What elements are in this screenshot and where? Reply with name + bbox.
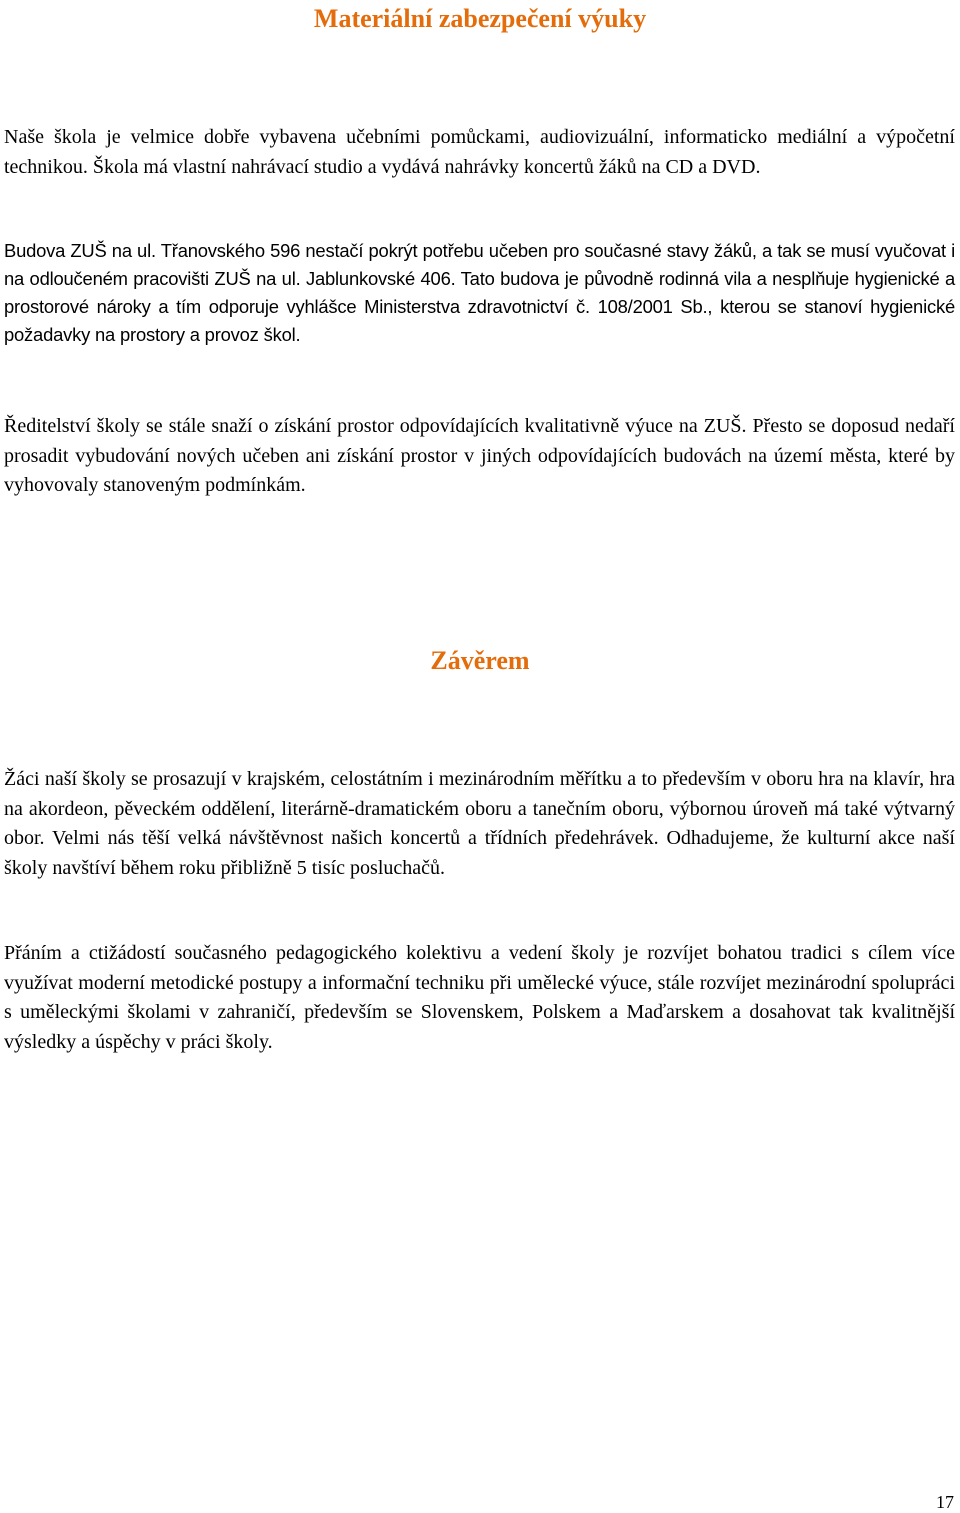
- section-heading-materialni-zabezpeceni: Materiální zabezpečení výuky: [313, 4, 647, 33]
- page-number: 17: [936, 1492, 954, 1512]
- paragraph-prani: Přáním a ctižádostí současného pedagogického kolektivu a vedení školy je rozvíjet bohatou tradici s cílem více využívat moderní metodické postupy a informační techniku při umělecké výuce, stále rozvíjet mezinárodní spolupráci s uměleckými školami v zahraničí, především se Slovenskem, Polskem a Maďarskem a dosahovat tak kvalitnější výsledky a úspěchy v práci školy.: [4, 942, 955, 1053]
- paragraph-vybaveni: Naše škola je velmice dobře vybavena učebními pomůckami, audiovizuální, informaticko mediální a výpočetní technikou. Škola má vlastní nahrávací studio a vydává nahrávky koncertů žáků na CD a DVD.: [4, 126, 955, 178]
- paragraph-budova: Budova ZUŠ na ul. Třanovského 596 nestačí pokrýt potřebu učeben pro současné stavy žáků, a tak se musí vyučovat i na odloučeném pracovišti ZUŠ na ul. Jablunkovské 406. Tato budova je původně rodinná vila a nesplňuje hygienické a prostorové nároky a tím odporuje vyhlášce Ministerstva zdravotnictví č. 108/2001 Sb., kterou se stanoví hygienické požadavky na prostory a provoz škol.: [4, 240, 955, 345]
- section-heading-zaverem: Závěrem: [430, 646, 530, 675]
- paragraph-uspechy-zaku: Žáci naší školy se prosazují v krajském, celostátním i mezinárodním měřítku a to především v oboru hra na klavír, hra na akordeon, pěveckém oddělení, literárně-dramatickém oboru a tanečním oboru, výbornou úroveň má také výtvarný obor. Velmi nás těší velká návštěvnost našich koncertů a třídních předehrávek. Odhadujeme, že kulturní akce naší školy navštíví během roku přibližně 5 tisíc posluchačů.: [4, 768, 955, 879]
- paragraph-reditelstvi: Ředitelství školy se stále snaží o získání prostor odpovídajících kvalitativně výuce na ZUŠ. Přesto se doposud nedaří prosadit vybudování nových učeben ani získání prostor v jiných odpovídajících budovách na území města, které by vyhovovaly stanoveným podmínkám.: [4, 415, 955, 496]
